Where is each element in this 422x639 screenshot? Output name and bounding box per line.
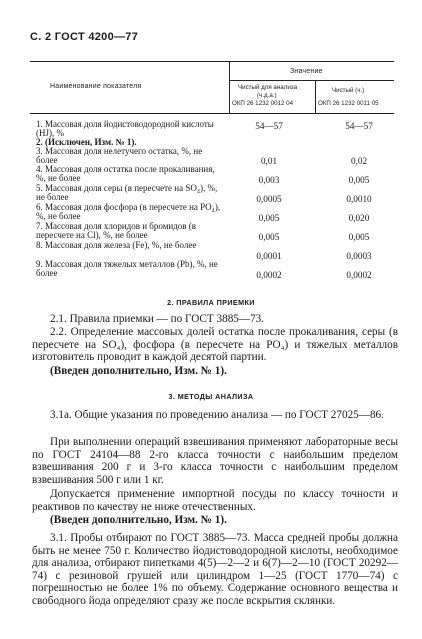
paragraph: 2.2. Определение массовых долей остатка после прокаливания, серы (в пересчете на SO₄), фосфора (в пересчете на PO₄) и тяжелых металлов изготовитель проводит в каждой десятой партии. <box>32 326 398 364</box>
table-col-divider-2 <box>315 80 316 113</box>
section-title-methods: 3. МЕТОДЫ АНАЛИЗА <box>168 392 254 401</box>
col1-line1: Чистый для анализа <box>238 84 298 91</box>
amendment-note: (Введен дополнительно, Изм. № 1). <box>50 514 227 526</box>
section-title-acceptance: 2. ПРАВИЛА ПРИЕМКИ <box>167 298 255 307</box>
table-row-name: 3. Массовая доля нелетучего остатка, %, не более <box>36 146 203 166</box>
value-header: Значение <box>290 68 323 75</box>
table-top-rule <box>30 61 394 62</box>
table-cell-value: 0,0005 <box>256 194 282 204</box>
table-cell-value: 0,020 <box>348 213 370 223</box>
table-row-name: 2. (Исключен, Изм. № 1). <box>36 137 137 147</box>
paragraph: Допускается применение импортной посуды по классу точности и реактивов по качеству не ниже отечественных. <box>32 488 398 513</box>
page-header <box>30 31 138 43</box>
standard-id: ГОСТ 4200—77 <box>54 31 139 43</box>
table-cell-value: 0,01 <box>260 156 278 166</box>
table-cell-value: 54—57 <box>345 121 373 131</box>
amendment-note: (Введен дополнительно, Изм. № 1). <box>50 365 227 377</box>
table-header-rule <box>30 113 394 114</box>
table-row-name: 6. Массовая доля фосфора (в пересчете на PO₄), %, не более <box>36 202 221 222</box>
table-subheader-rule <box>230 80 394 81</box>
col2-line1: Чистый (ч.) <box>332 87 365 94</box>
paragraph: При выполнении операций взвешивания применяют лабораторные весы по ГОСТ 24104—88 2-го класса точности с наибольшим пределом взвешивания 200 г и 3-го класса точности с наибольшим пределом взвешивания 500 г или 1 кг. <box>32 436 398 486</box>
col-name-header: Наименование показателя <box>50 83 142 90</box>
table-cell-value: 0,005 <box>258 232 280 242</box>
table-cell-value: 0,005 <box>258 213 280 223</box>
col1-line2: (ч.д.а.) <box>257 92 277 99</box>
page-number: С. 2 <box>30 31 52 43</box>
paragraph: 3.1а. Общие указания по проведению анализа — по ГОСТ 27025—86. <box>50 409 384 421</box>
paragraph: 2.1. Правила приемки — по ГОСТ 3885—73. <box>50 313 265 325</box>
table-cell-value: 0,003 <box>258 175 280 185</box>
table-row-name: 7. Массовая доля хлоридов и бромидов (в пересчете на Cl), %, не более <box>36 221 197 241</box>
col2-okp: ОКП 26 1232 0011 05 <box>318 100 379 107</box>
paragraph: 3.1. Пробы отбирают по ГОСТ 3885—73. Масса средней пробы должна быть не менее 750 г. Количество йодистоводородной кислоты, необходимое для анализа, отбирают пипетками 4(5)—2—2 и 6(7)—2—10 (ГОСТ 20292—74) с резиновой грушей или цилиндром 1—25 (ГОСТ 1770—74) с погрешностью не более 1% по объему. Содержание основного вещества и свободного йода определяют сразу же после вскрытия склянки. <box>32 532 398 607</box>
table-row-name: 8. Массовая доля железа (Fe), %, не более <box>36 240 197 250</box>
col1-okp: ОКП 26 1232 0012 04 <box>232 100 294 107</box>
table-col-divider <box>229 61 230 113</box>
table-cell-value: 0,005 <box>348 175 370 185</box>
table-cell-value: 0,0003 <box>346 251 372 261</box>
table-cell-value: 0,0001 <box>256 251 282 261</box>
table-cell-value: 0,0010 <box>346 194 372 204</box>
table-cell-value: 0,02 <box>350 156 368 166</box>
table-row-name: 4. Массовая доля остатка после прокаливания, %, не более <box>36 164 215 184</box>
table-row-name: 1. Массовая доля йодистоводородной кислоты (HJ), % <box>36 119 214 139</box>
table-row-name: 5. Массовая доля серы (в пересчете на SO₄), %, не более <box>36 183 218 203</box>
table-cell-value: 0,0002 <box>346 270 372 280</box>
table-cell-value: 54—57 <box>255 121 283 131</box>
table-row-name: 9. Массовая доля тяжелых металлов (Pb), %, не более <box>36 259 218 279</box>
table-cell-value: 0,005 <box>348 232 370 242</box>
table-cell-value: 0,0002 <box>256 270 282 280</box>
